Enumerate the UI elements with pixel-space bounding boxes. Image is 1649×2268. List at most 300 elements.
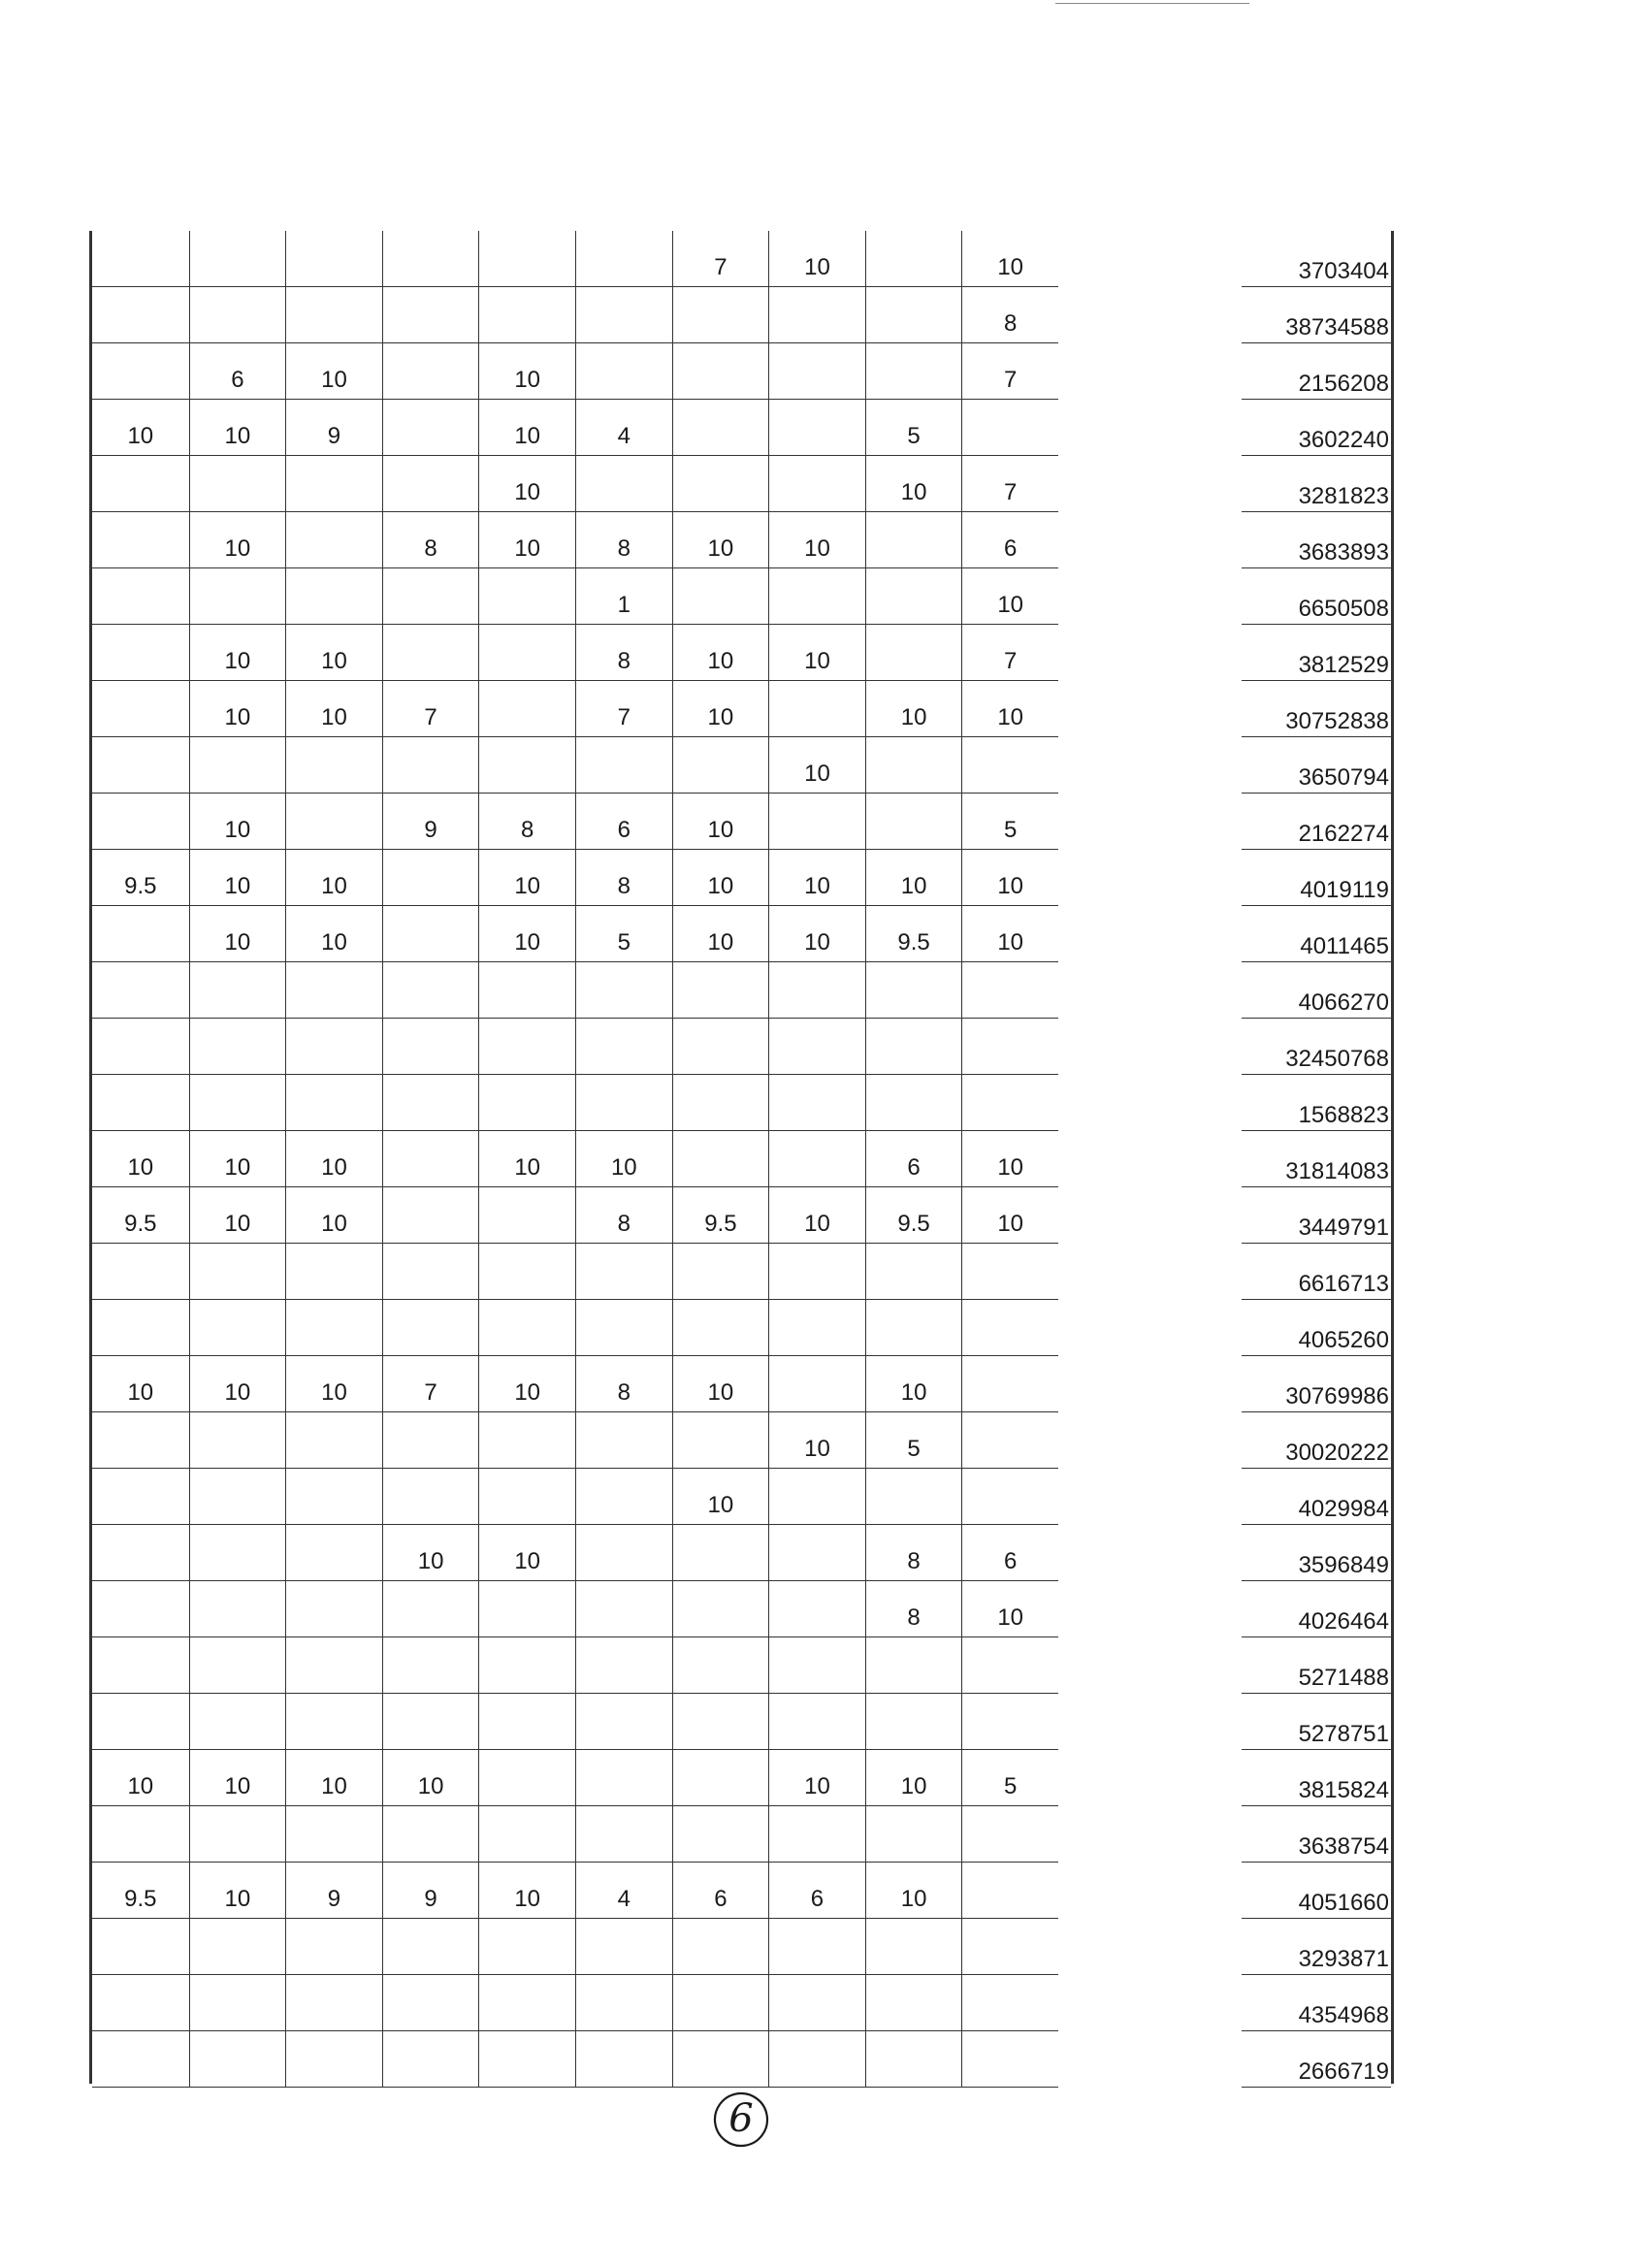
score-cell bbox=[92, 287, 189, 343]
score-cell bbox=[189, 568, 286, 625]
score-cell: 10 bbox=[189, 681, 286, 737]
score-cell bbox=[382, 737, 479, 794]
score-cell bbox=[478, 1187, 575, 1244]
score-cell bbox=[285, 512, 382, 568]
score-cell bbox=[575, 1075, 672, 1131]
score-cell bbox=[382, 1075, 479, 1131]
score-cell bbox=[672, 400, 769, 456]
score-cell bbox=[189, 1919, 286, 1975]
score-cell bbox=[575, 2031, 672, 2088]
score-cell bbox=[382, 906, 479, 962]
score-cell bbox=[382, 1019, 479, 1075]
id-number-cell: 2156208 bbox=[1242, 343, 1391, 400]
score-cell bbox=[285, 231, 382, 287]
score-cell: 9.5 bbox=[865, 906, 962, 962]
score-cell bbox=[382, 343, 479, 400]
score-cell bbox=[575, 1412, 672, 1469]
score-cell: 7 bbox=[961, 456, 1058, 512]
score-cell bbox=[768, 1300, 865, 1356]
score-cell: 10 bbox=[189, 625, 286, 681]
score-cell: 10 bbox=[672, 1469, 769, 1525]
id-number-cell: 30769986 bbox=[1242, 1356, 1391, 1412]
score-cell: 10 bbox=[961, 568, 1058, 625]
score-cell: 10 bbox=[189, 1750, 286, 1806]
score-cell bbox=[961, 1244, 1058, 1300]
score-cell bbox=[92, 1075, 189, 1131]
page-number-text: 6 bbox=[728, 2096, 754, 2141]
score-cell: 9.5 bbox=[124, 873, 157, 899]
score-cell bbox=[92, 625, 189, 681]
page-number bbox=[710, 2088, 772, 2150]
score-cell: 10 bbox=[672, 681, 769, 737]
score-cell bbox=[961, 1356, 1058, 1412]
score-cell bbox=[768, 1581, 865, 1637]
score-cell bbox=[189, 231, 286, 287]
score-cell bbox=[575, 1637, 672, 1694]
score-row bbox=[92, 1356, 1058, 1412]
score-cell bbox=[189, 1244, 286, 1300]
score-cell: 8 bbox=[865, 1525, 962, 1581]
score-cell bbox=[285, 1806, 382, 1863]
score-cell bbox=[672, 1525, 769, 1581]
score-cell bbox=[672, 568, 769, 625]
score-cell bbox=[865, 2031, 962, 2088]
score-cell bbox=[382, 1187, 479, 1244]
score-cell: 10 bbox=[672, 512, 769, 568]
id-number-cell: 5271488 bbox=[1242, 1637, 1391, 1694]
id-number-cell: 2162274 bbox=[1242, 794, 1391, 850]
score-cell bbox=[575, 1300, 672, 1356]
score-cell bbox=[961, 1919, 1058, 1975]
score-cell bbox=[189, 1637, 286, 1694]
score-cell bbox=[189, 1300, 286, 1356]
score-cell bbox=[478, 231, 575, 287]
score-cell bbox=[478, 737, 575, 794]
score-cell bbox=[285, 1581, 382, 1637]
score-cell: 10 bbox=[768, 1750, 865, 1806]
score-cell bbox=[382, 1637, 479, 1694]
score-cell bbox=[478, 1412, 575, 1469]
score-cell: 10 bbox=[382, 1750, 479, 1806]
score-cell bbox=[92, 794, 189, 850]
score-cell bbox=[189, 737, 286, 794]
score-cell bbox=[961, 962, 1058, 1019]
score-cell bbox=[768, 962, 865, 1019]
score-cell bbox=[672, 1412, 769, 1469]
score-cell bbox=[92, 231, 189, 287]
score-cell bbox=[672, 1075, 769, 1131]
score-cell bbox=[961, 2031, 1058, 2088]
score-cell: 10 bbox=[285, 1187, 382, 1244]
score-cell bbox=[285, 1300, 382, 1356]
score-cell bbox=[382, 231, 479, 287]
score-cell bbox=[382, 625, 479, 681]
score-cell: 10 bbox=[672, 850, 769, 906]
score-row bbox=[92, 1581, 1058, 1637]
score-cell: 10 bbox=[478, 1525, 575, 1581]
score-cell bbox=[478, 1694, 575, 1750]
score-row bbox=[92, 343, 1058, 400]
id-number-cell: 4051660 bbox=[1242, 1863, 1391, 1919]
score-cell: 4 bbox=[575, 400, 672, 456]
score-cell bbox=[285, 1469, 382, 1525]
score-row bbox=[92, 231, 1058, 287]
score-cell bbox=[865, 1637, 962, 1694]
score-cell bbox=[865, 1469, 962, 1525]
score-cell bbox=[865, 568, 962, 625]
score-cell bbox=[575, 456, 672, 512]
score-cell bbox=[672, 456, 769, 512]
score-cell bbox=[92, 681, 189, 737]
score-cell bbox=[961, 1694, 1058, 1750]
score-cell bbox=[575, 1806, 672, 1863]
score-cell bbox=[575, 1919, 672, 1975]
score-cell bbox=[768, 1131, 865, 1187]
score-row bbox=[92, 1187, 1058, 1244]
score-cell bbox=[285, 568, 382, 625]
score-row bbox=[92, 400, 1058, 456]
score-cell bbox=[575, 1469, 672, 1525]
score-cell: 5 bbox=[961, 794, 1058, 850]
score-cell: 10 bbox=[961, 231, 1058, 287]
score-cell bbox=[189, 2031, 286, 2088]
score-cell bbox=[285, 1525, 382, 1581]
score-cell bbox=[768, 2031, 865, 2088]
score-row bbox=[92, 1525, 1058, 1581]
score-cell: 10 bbox=[189, 512, 286, 568]
score-cell bbox=[478, 1806, 575, 1863]
score-cell: 5 bbox=[865, 400, 962, 456]
score-cell: 10 bbox=[478, 850, 575, 906]
score-cell bbox=[382, 850, 479, 906]
score-cell: 8 bbox=[478, 794, 575, 850]
id-number-cell: 4354968 bbox=[1242, 1975, 1391, 2031]
score-cell: 7 bbox=[382, 1356, 479, 1412]
score-cell bbox=[478, 1750, 575, 1806]
score-cell bbox=[382, 568, 479, 625]
id-number-cell: 3449791 bbox=[1242, 1187, 1391, 1244]
score-cell: 10 bbox=[189, 1863, 286, 1919]
score-cell: 10 bbox=[285, 906, 382, 962]
score-row bbox=[92, 1019, 1058, 1075]
score-cell: 10 bbox=[768, 1412, 865, 1469]
score-cell bbox=[865, 962, 962, 1019]
score-cell: 6 bbox=[961, 1525, 1058, 1581]
score-cell: 8 bbox=[865, 1581, 962, 1637]
score-cell bbox=[382, 1919, 479, 1975]
score-cell bbox=[478, 1919, 575, 1975]
score-cell bbox=[961, 1863, 1058, 1919]
score-cell bbox=[92, 1019, 189, 1075]
score-cell bbox=[768, 1525, 865, 1581]
score-cell: 10 bbox=[478, 400, 575, 456]
score-cell bbox=[382, 456, 479, 512]
score-cell bbox=[865, 1244, 962, 1300]
score-cell bbox=[382, 1300, 479, 1356]
score-cell: 10 bbox=[672, 1356, 769, 1412]
score-cell bbox=[672, 1750, 769, 1806]
score-row bbox=[92, 1750, 1058, 1806]
score-cell: 8 bbox=[575, 625, 672, 681]
score-cell bbox=[189, 456, 286, 512]
score-cell bbox=[768, 1919, 865, 1975]
score-cell: 6 bbox=[575, 794, 672, 850]
score-cell: 5 bbox=[575, 906, 672, 962]
score-cell: 10 bbox=[127, 1773, 154, 1799]
score-cell: 10 bbox=[127, 1379, 154, 1406]
score-row bbox=[92, 1075, 1058, 1131]
score-cell bbox=[478, 1019, 575, 1075]
score-cell: 10 bbox=[865, 456, 962, 512]
score-cell bbox=[768, 1637, 865, 1694]
score-cell: 10 bbox=[189, 794, 286, 850]
score-cell: 9.5 bbox=[124, 1211, 157, 1237]
score-cell bbox=[189, 1412, 286, 1469]
score-cell: 10 bbox=[285, 343, 382, 400]
score-cell: 10 bbox=[285, 1131, 382, 1187]
score-cell: 10 bbox=[382, 1525, 479, 1581]
score-cell bbox=[865, 625, 962, 681]
score-cell: 5 bbox=[865, 1412, 962, 1469]
score-cell bbox=[961, 1975, 1058, 2031]
score-cell: 10 bbox=[127, 423, 154, 449]
score-cell: 10 bbox=[672, 625, 769, 681]
score-cell bbox=[672, 1019, 769, 1075]
score-cell bbox=[92, 1469, 189, 1525]
score-cell bbox=[961, 737, 1058, 794]
score-cell: 10 bbox=[961, 850, 1058, 906]
score-cell bbox=[92, 1975, 189, 2031]
score-cell: 1 bbox=[575, 568, 672, 625]
score-cell: 8 bbox=[575, 1187, 672, 1244]
score-cell: 6 bbox=[768, 1863, 865, 1919]
score-cell bbox=[478, 1469, 575, 1525]
score-cell: 10 bbox=[478, 1863, 575, 1919]
score-cell bbox=[961, 1806, 1058, 1863]
score-cell bbox=[672, 343, 769, 400]
score-cell bbox=[92, 1581, 189, 1637]
score-cell bbox=[478, 1244, 575, 1300]
score-row bbox=[92, 1469, 1058, 1525]
score-cell: 8 bbox=[961, 287, 1058, 343]
score-row bbox=[92, 1244, 1058, 1300]
score-cell bbox=[382, 1975, 479, 2031]
score-cell bbox=[382, 1469, 479, 1525]
score-row bbox=[92, 568, 1058, 625]
id-number-cell: 3683893 bbox=[1242, 512, 1391, 568]
id-number-cell: 30020222 bbox=[1242, 1412, 1391, 1469]
score-cell: 9.5 bbox=[672, 1187, 769, 1244]
score-cell bbox=[92, 2031, 189, 2088]
score-cell bbox=[478, 1300, 575, 1356]
score-cell: 10 bbox=[478, 906, 575, 962]
score-cell: 10 bbox=[285, 681, 382, 737]
score-cell bbox=[865, 1300, 962, 1356]
score-cell bbox=[961, 1637, 1058, 1694]
score-cell bbox=[768, 681, 865, 737]
score-cell bbox=[92, 512, 189, 568]
score-row bbox=[92, 1694, 1058, 1750]
score-cell: 10 bbox=[189, 1131, 286, 1187]
score-cell bbox=[478, 1637, 575, 1694]
score-cell bbox=[478, 1581, 575, 1637]
score-cell: 10 bbox=[768, 737, 865, 794]
score-cell bbox=[575, 1244, 672, 1300]
score-cell: 10 bbox=[768, 512, 865, 568]
score-cell bbox=[478, 568, 575, 625]
score-cell: 10 bbox=[672, 906, 769, 962]
score-cell bbox=[189, 1075, 286, 1131]
score-cell bbox=[672, 1694, 769, 1750]
score-cell: 10 bbox=[189, 400, 286, 456]
score-cell bbox=[865, 1975, 962, 2031]
score-cell bbox=[672, 962, 769, 1019]
score-row bbox=[92, 794, 1058, 850]
score-cell bbox=[672, 1244, 769, 1300]
score-cell: 10 bbox=[478, 1356, 575, 1412]
score-cell bbox=[672, 737, 769, 794]
score-cell: 9.5 bbox=[865, 1187, 962, 1244]
score-cell bbox=[961, 1469, 1058, 1525]
score-cell bbox=[672, 1581, 769, 1637]
score-cell: 10 bbox=[768, 625, 865, 681]
score-cell bbox=[575, 1019, 672, 1075]
score-cell bbox=[575, 1525, 672, 1581]
score-cell bbox=[865, 1694, 962, 1750]
score-cell bbox=[92, 1694, 189, 1750]
id-number-cell: 4029984 bbox=[1242, 1469, 1391, 1525]
score-cell bbox=[575, 1750, 672, 1806]
score-cell bbox=[92, 1412, 189, 1469]
score-cell: 7 bbox=[575, 681, 672, 737]
score-cell bbox=[672, 287, 769, 343]
score-cell bbox=[768, 1806, 865, 1863]
score-cell: 10 bbox=[189, 1187, 286, 1244]
score-cell: 10 bbox=[865, 1750, 962, 1806]
id-number-cell: 6616713 bbox=[1242, 1244, 1391, 1300]
id-number-cell: 6650508 bbox=[1242, 568, 1391, 625]
score-row bbox=[92, 1863, 1058, 1919]
score-cell bbox=[575, 287, 672, 343]
score-cell: 5 bbox=[961, 1750, 1058, 1806]
score-row bbox=[92, 2031, 1058, 2088]
score-cell bbox=[92, 1919, 189, 1975]
score-cell bbox=[285, 1975, 382, 2031]
id-number-column bbox=[1242, 231, 1394, 2084]
score-cell bbox=[768, 1075, 865, 1131]
score-cell bbox=[382, 1412, 479, 1469]
score-cell bbox=[865, 794, 962, 850]
score-cell: 8 bbox=[575, 1356, 672, 1412]
score-cell bbox=[189, 1019, 286, 1075]
id-number-cell: 4026464 bbox=[1242, 1581, 1391, 1637]
score-cell: 6 bbox=[865, 1131, 962, 1187]
score-cell bbox=[768, 343, 865, 400]
score-cell bbox=[382, 962, 479, 1019]
score-cell bbox=[768, 568, 865, 625]
id-number-cell: 3638754 bbox=[1242, 1806, 1391, 1863]
id-number-cell: 3596849 bbox=[1242, 1525, 1391, 1581]
score-row bbox=[92, 287, 1058, 343]
score-cell: 10 bbox=[768, 1187, 865, 1244]
score-cell bbox=[382, 287, 479, 343]
score-cell bbox=[865, 512, 962, 568]
score-cell bbox=[768, 794, 865, 850]
score-row bbox=[92, 962, 1058, 1019]
score-cell bbox=[92, 1637, 189, 1694]
score-cell: 7 bbox=[382, 681, 479, 737]
score-cell: 8 bbox=[575, 512, 672, 568]
score-cell: 10 bbox=[961, 1581, 1058, 1637]
score-cell bbox=[92, 1806, 189, 1863]
score-cell bbox=[189, 1694, 286, 1750]
score-cell bbox=[575, 1694, 672, 1750]
score-cell: 10 bbox=[189, 1356, 286, 1412]
score-cell bbox=[768, 287, 865, 343]
score-cell bbox=[92, 568, 189, 625]
score-cell bbox=[478, 2031, 575, 2088]
score-cell: 10 bbox=[285, 625, 382, 681]
id-number-cell: 30752838 bbox=[1242, 681, 1391, 737]
score-cell bbox=[189, 962, 286, 1019]
score-cell: 10 bbox=[285, 850, 382, 906]
score-cell: 10 bbox=[127, 1154, 154, 1181]
score-row bbox=[92, 1975, 1058, 2031]
score-cell: 10 bbox=[961, 1131, 1058, 1187]
id-number-cell: 3703404 bbox=[1242, 231, 1391, 287]
score-row bbox=[92, 850, 1058, 906]
score-cell bbox=[382, 1581, 479, 1637]
score-cell: 10 bbox=[865, 1863, 962, 1919]
score-row bbox=[92, 512, 1058, 568]
score-cell bbox=[768, 1469, 865, 1525]
score-cell bbox=[285, 1244, 382, 1300]
score-cell bbox=[478, 962, 575, 1019]
score-cell bbox=[285, 456, 382, 512]
score-cell bbox=[189, 1806, 286, 1863]
score-cell: 7 bbox=[961, 343, 1058, 400]
score-cell bbox=[92, 1300, 189, 1356]
score-cell bbox=[285, 1075, 382, 1131]
score-cell: 10 bbox=[478, 512, 575, 568]
score-row bbox=[92, 906, 1058, 962]
score-cell bbox=[672, 1975, 769, 2031]
score-cell bbox=[92, 1244, 189, 1300]
score-cell bbox=[865, 737, 962, 794]
score-cell bbox=[189, 287, 286, 343]
id-number-cell: 1568823 bbox=[1242, 1075, 1391, 1131]
score-cell bbox=[478, 681, 575, 737]
score-cell: 10 bbox=[961, 681, 1058, 737]
score-cell: 4 bbox=[575, 1863, 672, 1919]
score-cell: 9.5 bbox=[124, 1886, 157, 1912]
score-cell bbox=[672, 1637, 769, 1694]
score-cell bbox=[478, 1975, 575, 2031]
score-cell bbox=[382, 2031, 479, 2088]
score-cell bbox=[285, 794, 382, 850]
score-cell: 10 bbox=[189, 850, 286, 906]
score-cell bbox=[575, 343, 672, 400]
score-row bbox=[92, 1131, 1058, 1187]
score-cell bbox=[865, 343, 962, 400]
score-cell bbox=[478, 625, 575, 681]
score-cell bbox=[92, 1525, 189, 1581]
score-cell: 10 bbox=[285, 1356, 382, 1412]
score-row bbox=[92, 625, 1058, 681]
score-cell: 10 bbox=[478, 343, 575, 400]
score-cell bbox=[382, 400, 479, 456]
score-cell bbox=[92, 343, 189, 400]
